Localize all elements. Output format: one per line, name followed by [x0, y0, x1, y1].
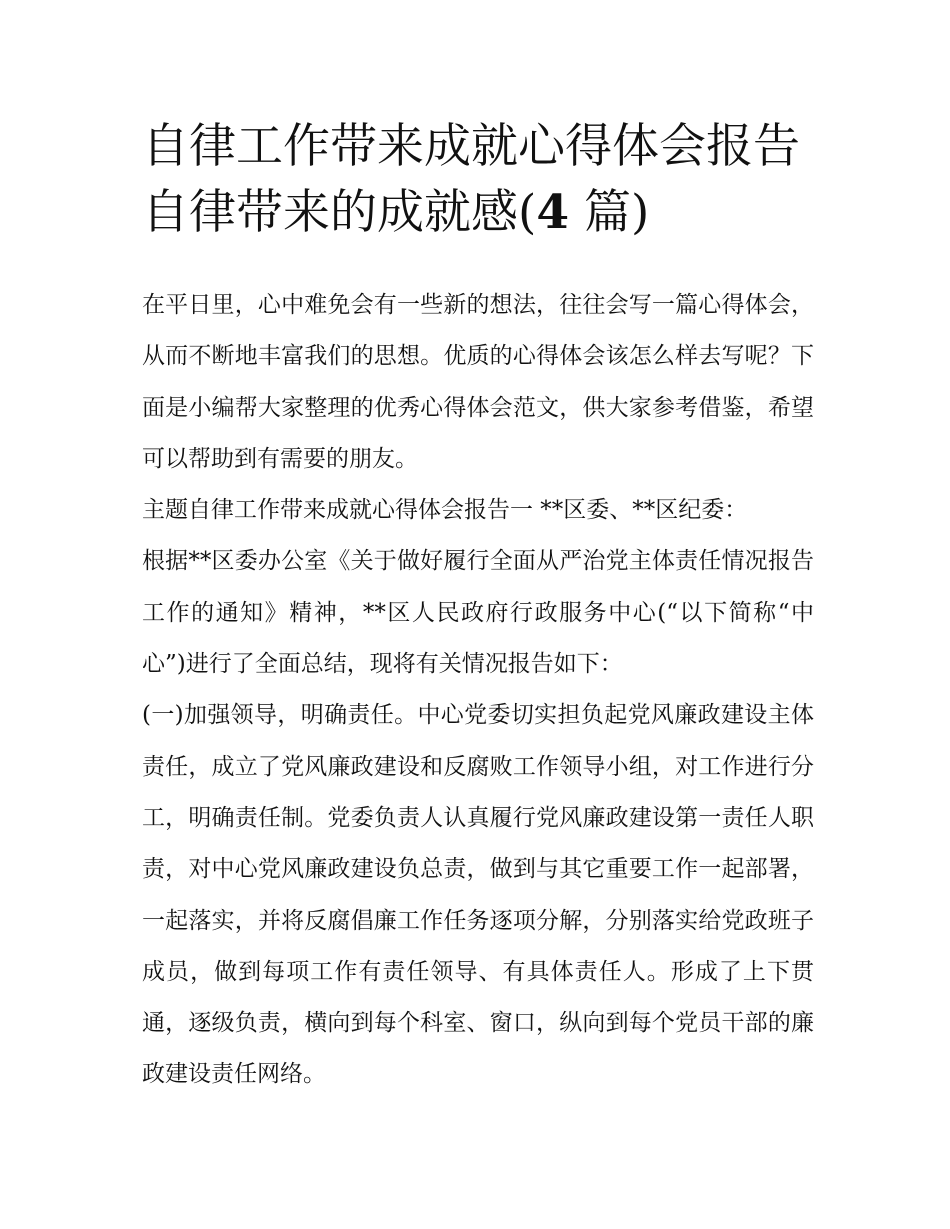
- document-body: [142, 280, 814, 1101]
- title-suffix: 篇): [569, 185, 650, 240]
- section-one-paragraph: (一)加强领导，明确责任。中心党委切实担负起党风廉政建设主体责任，成立了党风廉政建设和反腐败工作领导小组，对工作进行分工，明确责任制。党委负责人认真履行党风廉政建设第一责任人职责，对中心党风廉政建设负总责，做到与其它重要工作一起部署，一起落实，并将反腐倡廉工作任务逐项分解，分别落实给党政班子成员，做到每项工作有责任领导、有具体责任人。形成了上下贯通，逐级负责，横向到每个科室、窗口，纵向到每个党员干部的廉政建设责任网络。: [142, 702, 814, 1088]
- document-title: [142, 114, 822, 246]
- report-preface: 根据**区委办公室《关于做好履行全面从严治党主体责任情况报告工作的通知》精神，**区人民政府行政服务中心(“以下简称“中心”)进行了全面总结，现将有关情况报告如下：: [142, 548, 814, 678]
- title-count: 4: [536, 185, 570, 240]
- report-heading: 主题自律工作带来成就心得体会报告一 **区委、**区纪委：: [142, 497, 748, 524]
- intro-paragraph: 在平日里，心中难免会有一些新的想法，往往会写一篇心得体会，从而不断地丰富我们的思想。优质的心得体会该怎么样去写呢？下面是小编帮大家整理的优秀心得体会范文，供大家参考借鉴，希望可以帮助到有需要的朋友。: [142, 292, 814, 472]
- title-text: 自律工作带来成就心得体会报告 自律带来的成就感(: [142, 119, 800, 240]
